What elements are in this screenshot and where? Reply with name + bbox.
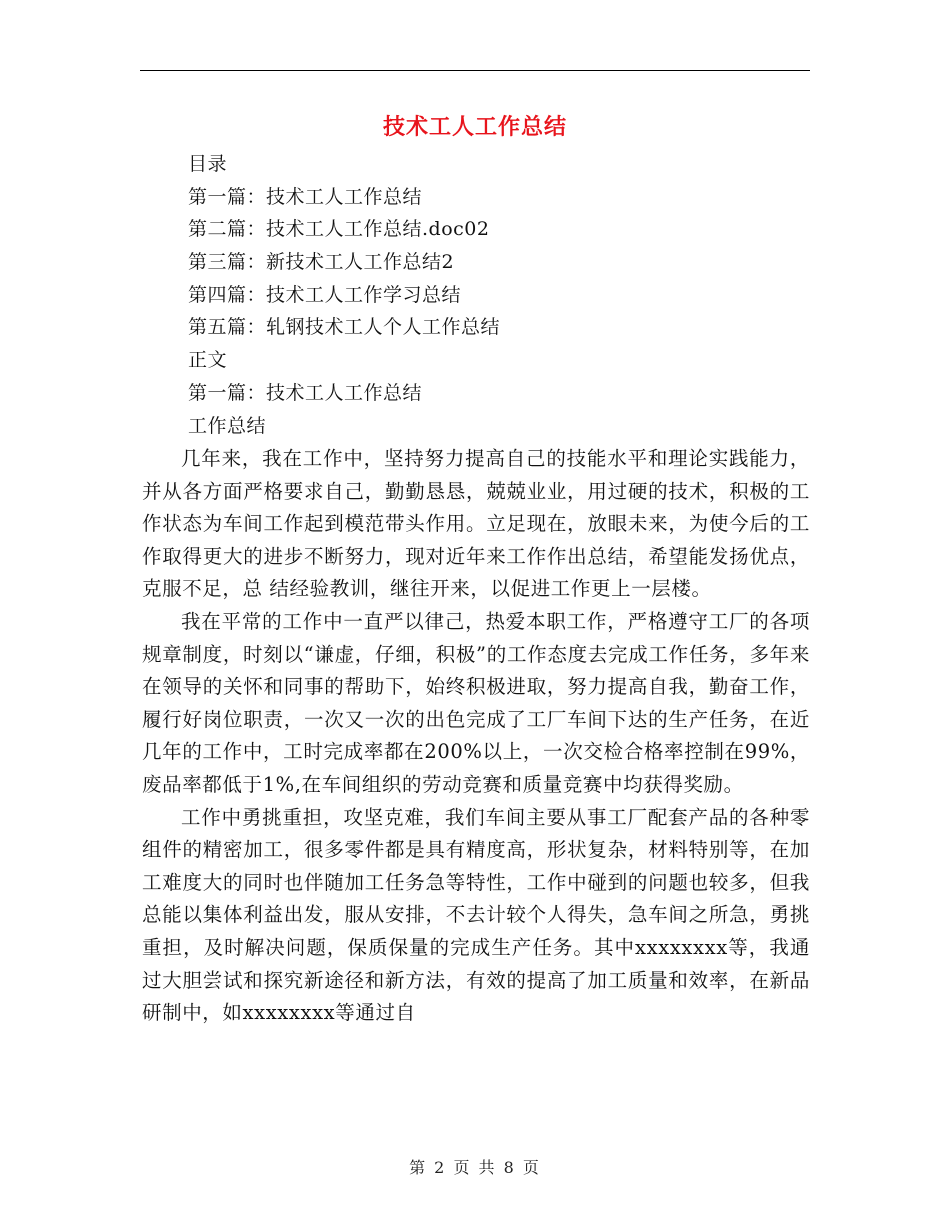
document-title: 技术工人工作总结	[382, 114, 567, 140]
paragraph: 我在平常的工作中一直严以律己，热爱本职工作，严格遵守工厂的各项规章制度，时刻以“谦虚，仔细，积极”的工作态度去完成工作任务，多年来在领导的关怀和同事的帮助下，始终积极进取，努力提高自我，勤奋工作，履行好岗位职责，一次又一次的出色完成了工厂车间下达的生产任务，在近几年的工作中，工时完成率都在200%以上，一次交检合格率控制在99%，废品率都低于1%,在车间组织的劳动竞赛和质量竞赛中均获得奖励。	[142, 609, 810, 796]
body-text	[142, 443, 810, 1030]
paragraph: 工作中勇挑重担，攻坚克难，我们车间主要从事工厂配套产品的各种零组件的精密加工，很多零件都是具有精度高，形状复杂，材料特别等，在加工难度大的同时也伴随加工任务急等特性，工作中碰到的问题也较多，但我总能以集体利益出发，服从安排，不去计较个人得失，急车间之所急，勇挑重担，及时解决问题，保质保量的完成生产任务。其中xxxxxxxx等，我通过大胆尝试和探究新途径和新方法，有效的提高了加工质量和效率，在新品研制中，如xxxxxxxx等通过自	[142, 805, 810, 1025]
toc-item[interactable]: 第四篇：技术工人工作学习总结	[188, 283, 462, 306]
toc-item[interactable]: 第一篇：技术工人工作总结	[188, 185, 423, 208]
subheading: 工作总结	[188, 414, 267, 437]
body-heading: 正文	[188, 349, 228, 372]
table-of-contents	[188, 148, 818, 442]
toc-heading: 目录	[188, 153, 228, 175]
toc-item[interactable]: 第五篇：轧钢技术工人个人工作总结	[188, 316, 501, 339]
section-heading: 第一篇：技术工人工作总结	[188, 381, 423, 404]
paragraph: 几年来，我在工作中，坚持努力提高自己的技能水平和理论实践能力，并从各方面严格要求自己，勤勤恳恳，兢兢业业，用过硬的技术，积极的工作状态为车间工作起到模范带头作用。立足现在，放眼未来，为使今后的工作取得更大的进步不断努力，现对近年来工作作出总结，希望能发扬优点，克服不足，总 结经验教训，继往开来，以促进工作更上一层楼。	[142, 447, 810, 601]
toc-item[interactable]: 第三篇：新技术工人工作总结2	[188, 251, 455, 274]
page-number: 第 2 页 共 8 页	[409, 1158, 541, 1177]
toc-item[interactable]: 第二篇：技术工人工作总结.doc02	[188, 218, 490, 241]
header-rule	[140, 70, 810, 71]
